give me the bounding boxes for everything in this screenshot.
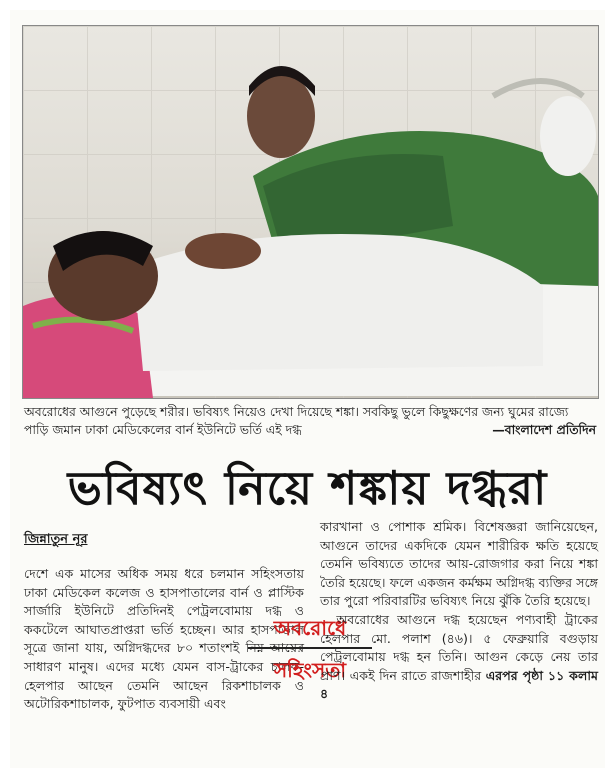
column-2-para-2: অবরোধের আগুনে দগ্ধ হয়েছেন পণ্যবাহী ট্রাকের হেলপার মো. পলাশ (৪৬)। ৫ ফেব্রুয়ারি বগুড়ায় পেট্রলবোমায় দগ্ধ হন তিনি। আগুন কেড়ে নেয় তার প্রাণ। একই দিন রাতে রাজশাহীর: [320, 611, 598, 683]
photo-credit: —বাংলাদেশ প্রতিদিন: [492, 422, 596, 437]
photo-caption: [24, 403, 596, 439]
column-2: [320, 518, 598, 704]
byline: জিন্নাতুন নূর: [24, 532, 88, 547]
kicker-line-2: সহিংসতা: [273, 658, 347, 682]
caption-text: অবরোধের আগুনে পুড়েছে শরীর। ভবিষ্যৎ নিয়েও দেখা দিয়েছে শঙ্কা। সবকিছু ভুলে কিছুক্ষণের জন্য ঘুমের রাজ্যে পাড়ি জমান ঢাকা মেডিকেলের বার্ন ইউনিটে ভর্তি এই দগ্ধ: [24, 404, 569, 437]
continuation-note: এরপর পৃষ্ঠা ১১ কলাম ৪: [320, 667, 598, 702]
column-1-text-c: অগ্নিদগ্ধদের ৮০ শতাংশই নিম্ন আয়ের সাধারণ মানুষ। এদের মধ্যে যেমন বাস-ট্রাকের চালক-হেলপার আছেন তেমনি আছেন রিকশাচালক ও অটোরিকশাচালক, ফুটপাত ব্যবসায়ী এবং: [24, 640, 305, 712]
photo-illustration: [23, 26, 598, 398]
kicker-line-1: অবরোধে: [248, 611, 372, 649]
column-2-para-1: কারখানা ও পোশাক শ্রমিক। বিশেষজ্ঞরা জানিয়েছেন, আগুনে তাদের একদিকে যেমন শারীরিক ক্ষতি হয়েছে তেমনি ভবিষ্যতে তাদের আয়-রোজগার করা নিয়ে শঙ্কা তৈরি হয়েছে। ফলে একজন কর্মক্ষম অগ্নিদগ্ধ ব্যক্তির সঙ্গে তার পুরো পরিবারটির ভবিষ্যৎ নিয়ে ঝুঁকি তৈরি হয়েছে।: [320, 519, 598, 609]
news-photo: [22, 25, 599, 399]
column-1-text-a: দেশে এক মাসের অধিক সময় ধরে চলমান সহিংসতায় ঢাকা মেডিকেল কলেজ ও হাসপাতালের বার্ন ও প্লাস্টিক: [24, 566, 304, 600]
column-1-text-b: সার্জারি ইউনিটে প্রতিদিনই পেট্রলবোমায় দগ্ধ ও ককটেলে আঘাতপ্রাপ্তরা ভর্তি হচ্ছেন। আর হাসপাতাল সূত্রে জানা যায়,: [24, 603, 304, 656]
newspaper-clipping: [10, 10, 605, 768]
headline: ভবিষ্যৎ নিয়ে শঙ্কায় দগ্ধরা: [67, 461, 548, 515]
